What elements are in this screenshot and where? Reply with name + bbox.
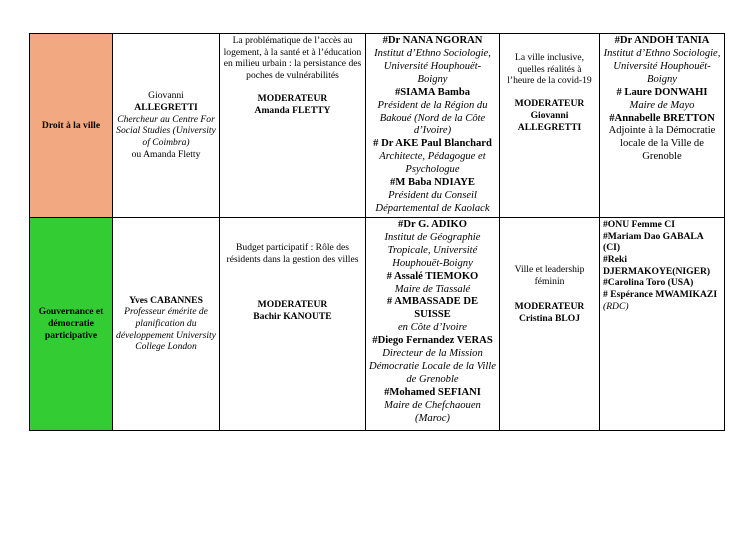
panel-topic: La ville inclusive, quelles réalités à l’heure de la covid-19 (507, 52, 592, 87)
speakers1-cell (366, 34, 500, 218)
speaker-name: #Dr NANA NGORAN (382, 35, 483, 46)
speaker-role: Président du Conseil Départemental de Kaolack (375, 190, 490, 214)
speaker-role: Maire de Chefchaouen (Maroc) (384, 399, 481, 424)
table-row (30, 217, 725, 430)
speaker-role: Institut de Géographie Tropicale, Université Houphouët-Boigny (384, 231, 481, 269)
speaker-name: #Carolina Toro (USA) (603, 277, 694, 289)
keynote-title: Professeur émérite de planification du développement University College London (116, 306, 216, 353)
speaker-name: # Laure DONWAHI (616, 86, 708, 98)
speaker-role: Architecte, Pédagogue et Psychologue (379, 151, 486, 176)
speaker-name: #Dr ANDOH TANIA (614, 35, 710, 46)
theme-label: Gouvernance et démocratie participative (38, 306, 104, 341)
speakers1-cell (366, 217, 500, 430)
keynote-title: Chercheur au Centre For Social Studies (University of Coimbra) (116, 113, 216, 149)
speaker-name: # AMBASSADE DE SUISSE (386, 296, 479, 321)
speaker-name: #Diego Fernandez VERAS (372, 335, 493, 347)
speaker-role: Institut d’Ethno Sociologie, Université Houphouët-Boigny (603, 47, 721, 85)
moderator-name: Cristina BLOJ (518, 313, 581, 325)
speaker-name: # Espérance MWAMIKAZI (603, 289, 718, 301)
panel-topic: Ville et leadership féminin (514, 263, 585, 287)
panel1-cell (220, 34, 366, 218)
speakers2-cell (600, 217, 725, 430)
panel1-cell (220, 217, 366, 430)
speaker-role: Maire de Tiassalé (394, 283, 471, 295)
speaker-name: #Dr G. ADIKO (398, 218, 467, 230)
moderator-label: MODERATEUR (257, 92, 328, 104)
moderator-label: MODERATEUR (514, 301, 585, 313)
speaker-name: # Assalé TIEMOKO (386, 270, 479, 282)
speaker-name: # Dr AKE Paul Blanchard (373, 138, 492, 150)
panel2-cell (500, 34, 600, 218)
speaker-name: #Annabelle BRETTON (609, 112, 715, 124)
panel-topic: La problématique de l’accès au logement, à la santé et à l’éducation en milieu urbain : la persistance des poches de vulnérabilités (223, 35, 362, 82)
speaker-role: Maire de Mayo (629, 99, 695, 111)
theme-cell (30, 217, 113, 430)
speaker-role: Institut d’Ethno Sociologie, Université Houphouët-Boigny (374, 47, 491, 85)
speaker-role: Adjointe à la Démocratie locale de la Ville de Grenoble (608, 125, 716, 163)
keynote-alternate: ou Amanda Fletty (131, 148, 201, 160)
table-row (30, 34, 725, 218)
panel2-cell (500, 217, 600, 430)
theme-cell (30, 34, 113, 218)
keynote-name: ALLEGRETTI (134, 102, 198, 114)
speaker-name: #Mohamed SEFIANI (384, 386, 481, 398)
program-table (29, 33, 725, 431)
theme-label: Droit à la ville (41, 119, 101, 131)
keynote-cell (113, 34, 220, 218)
speaker-role: en Côte d’Ivoire (397, 322, 468, 334)
speakers2-cell (600, 34, 725, 218)
moderator-name: Giovanni ALLEGRETTI (517, 109, 582, 133)
speaker-name: #Mariam Dao GABALA (CI) (603, 230, 704, 254)
moderator-label: MODERATEUR (514, 98, 585, 110)
speaker-role: Directeur de la Mission Démocratie Locale de la Ville de Grenoble (369, 348, 496, 385)
keynote-first-name: Giovanni (148, 90, 184, 102)
moderator-name: Bachir KANOUTE (253, 311, 332, 323)
speaker-role: (RDC) (603, 300, 629, 312)
speaker-role: Président de la Région du Bakoué (Nord de la Côte d’Ivoire) (377, 99, 488, 137)
speaker-name: #ONU Femme CI (603, 218, 675, 230)
keynote-name: Yves CABANNES (129, 294, 203, 306)
speaker-name: #M Baba NDIAYE (390, 177, 475, 189)
keynote-cell (113, 217, 220, 430)
speaker-name: #SIAMA Bamba (394, 86, 471, 98)
speaker-name: #Reki DJERMAKOYE(NIGER) (603, 254, 711, 277)
panel-topic: Budget participatif : Rôle des résidents dans la gestion des villes (226, 241, 359, 265)
moderator-label: MODERATEUR (257, 299, 328, 311)
moderator-name: Amanda FLETTY (254, 104, 331, 116)
